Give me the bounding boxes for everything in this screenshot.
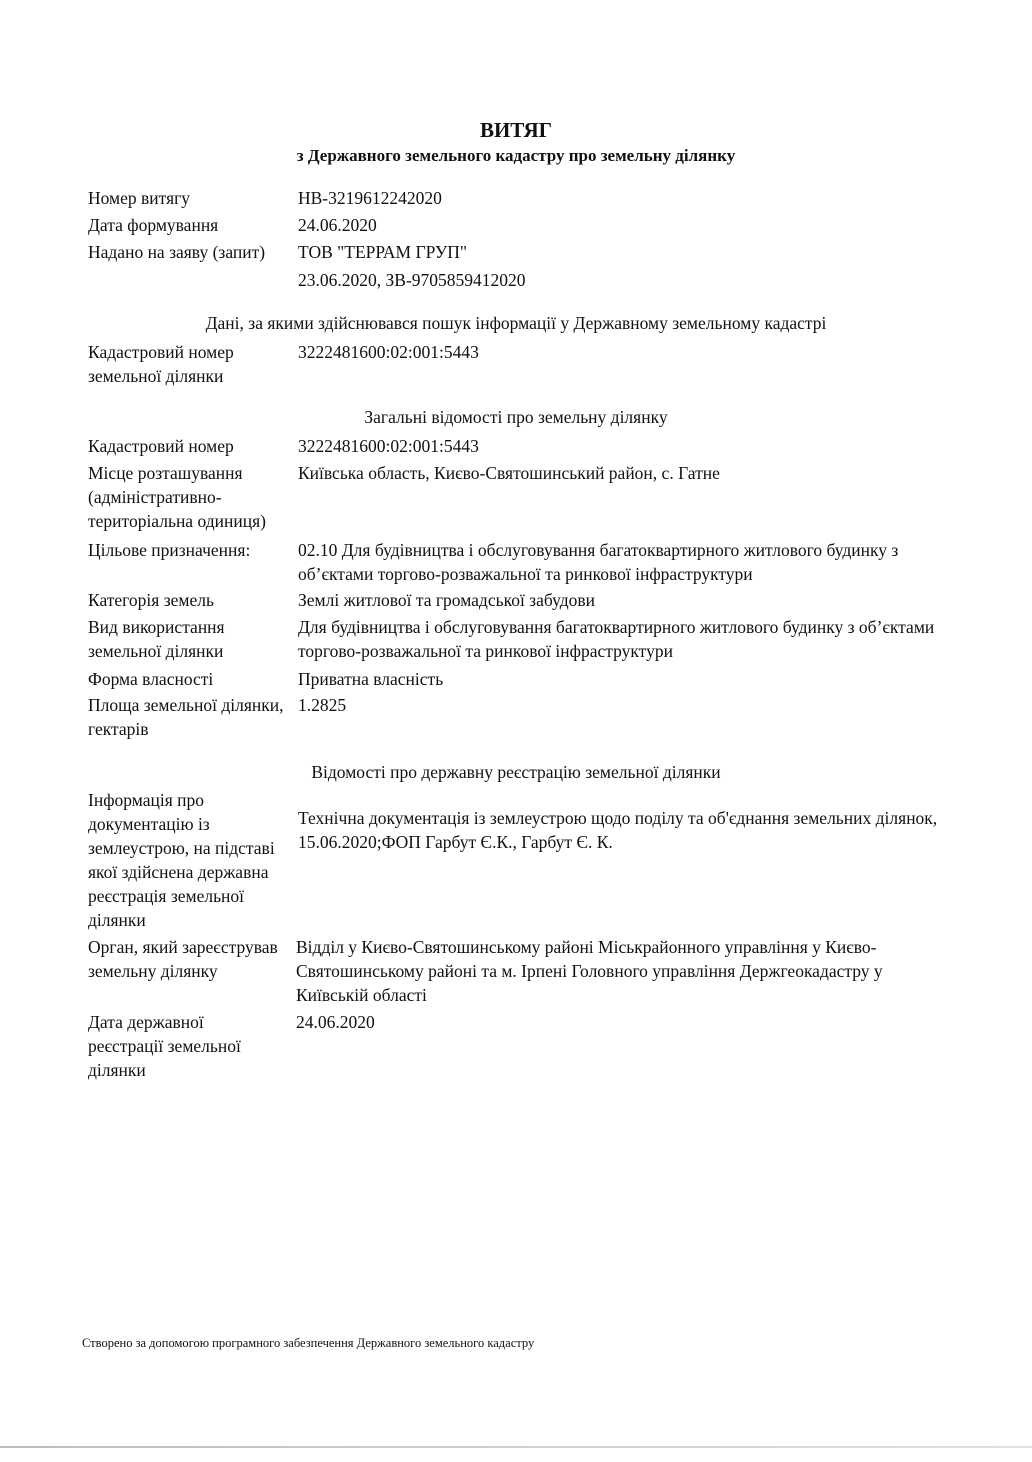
field-value: НВ-3219612242020 bbox=[298, 188, 442, 208]
field-value: 3222481600:02:001:5443 bbox=[298, 436, 479, 456]
field-label: Місце розташування (адміністративно-територіальна одиниця) bbox=[88, 463, 266, 531]
field-value: Київська область, Києво-Святошинський район, с. Гатне bbox=[298, 463, 720, 483]
field-label: Дата державної реєстрації земельної ділянки bbox=[88, 1012, 241, 1080]
general-section-heading: Загальні відомості про земельну ділянку bbox=[364, 407, 668, 427]
field-value: 24.06.2020 bbox=[298, 215, 377, 235]
field-value: Відділ у Києво-Святошинському районі Міськрайонного управління у Києво-Святошинському районі та м. Ірпені Головного управління Держгеокадастру у Київській області bbox=[296, 937, 883, 1005]
field-value: Для будівництва і обслуговування багатоквартирного житлового будинку з об’єктами торгово-розважальної та ринкової інфраструктури bbox=[298, 617, 935, 661]
registration-section-heading: Відомості про державну реєстрацію земельної ділянки bbox=[311, 762, 721, 782]
document-subtitle: з Державного земельного кадастру про земельну ділянку bbox=[296, 146, 736, 165]
field-label: Надано на заяву (запит) bbox=[88, 242, 266, 262]
field-value: Землі житлової та громадської забудови bbox=[298, 590, 596, 610]
field-label: Цільове призначення: bbox=[88, 540, 251, 560]
field-value: Приватна власність bbox=[298, 669, 444, 689]
field-value: ТОВ "ТЕРРАМ ГРУП" bbox=[298, 242, 468, 262]
field-label: Інформація про документацію із землеустрою, на підставі якої здійснена державна реєстрація земельної ділянки bbox=[88, 790, 275, 930]
search-section-heading: Дані, за якими здійснювався пошук інформації у Державному земельному кадастрі bbox=[205, 313, 827, 333]
field-value: 3222481600:02:001:5443 bbox=[298, 342, 479, 362]
field-value: 24.06.2020 bbox=[296, 1012, 375, 1032]
field-label: Орган, який зареєстрував земельну ділянку bbox=[88, 937, 278, 981]
field-value: Технічна документація із землеустрою щодо поділу та об'єднання земельних ділянок, 15.06.2020;ФОП Гарбут Є.К., Гарбут Є. К. bbox=[298, 808, 938, 852]
field-value: 02.10 Для будівництва і обслуговування багатоквартирного житлового будинку з об’єктами торгово-розважальної та ринкової інфраструктури bbox=[298, 540, 899, 584]
field-label: Кадастровий номер bbox=[88, 436, 234, 456]
field-label: Площа земельної ділянки, гектарів bbox=[88, 695, 284, 739]
document-title: ВИТЯГ bbox=[479, 118, 553, 142]
footer-note: Створено за допомогою програмного забезпечення Державного земельного кадастру bbox=[82, 1336, 535, 1350]
field-label: Форма власності bbox=[88, 669, 214, 689]
field-label: Номер витягу bbox=[88, 188, 191, 208]
field-value: 23.06.2020, ЗВ-9705859412020 bbox=[298, 270, 526, 290]
page-bottom-edge bbox=[0, 1446, 1032, 1448]
field-label: Кадастровий номер земельної ділянки bbox=[88, 342, 234, 386]
field-label: Дата формування bbox=[88, 215, 219, 235]
field-label: Категорія земель bbox=[88, 590, 214, 610]
field-label: Вид використання земельної ділянки bbox=[88, 617, 225, 661]
field-value: 1.2825 bbox=[298, 695, 347, 715]
